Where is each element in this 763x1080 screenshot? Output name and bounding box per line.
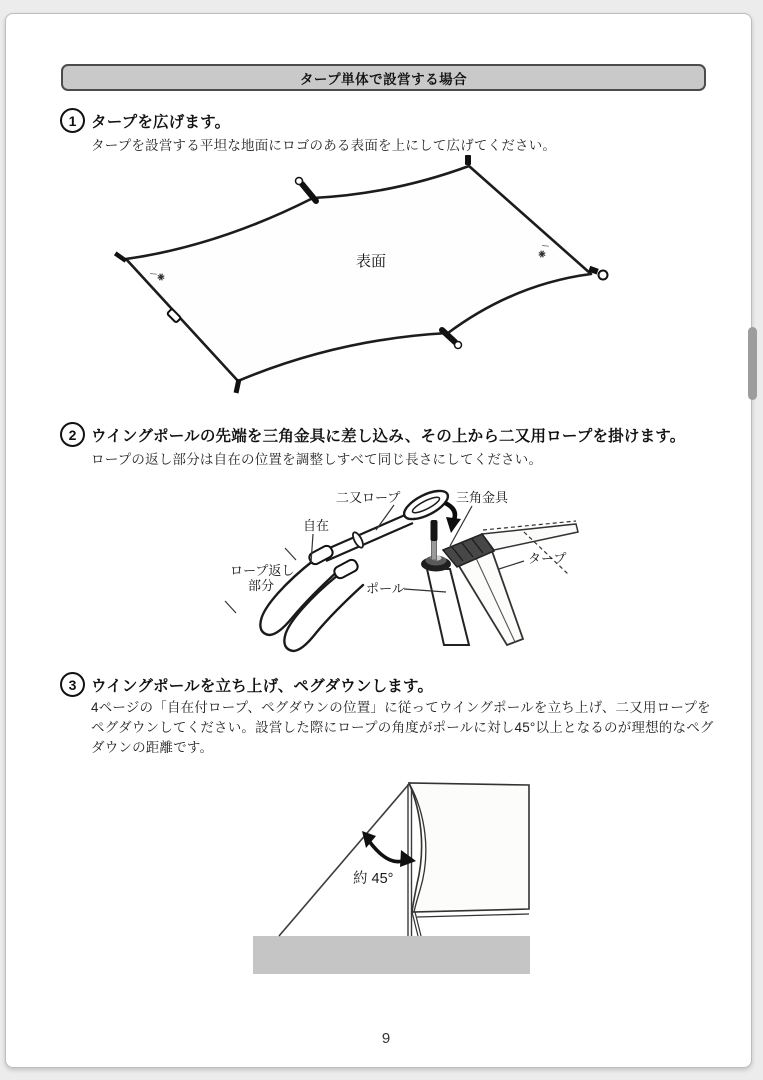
step-2-number: 2 xyxy=(68,426,77,443)
pole-tip xyxy=(421,520,451,572)
manual-page xyxy=(5,13,752,1068)
scrollbar-thumb[interactable] xyxy=(748,327,757,400)
place-loop-arrow-icon xyxy=(445,503,461,533)
corner-tab-topright xyxy=(465,155,471,165)
tarp-outline xyxy=(126,166,591,381)
corner-tab-bottom xyxy=(234,379,242,394)
tarp-lower-band xyxy=(417,914,529,917)
section-banner-label: タープ単体で設営する場合 xyxy=(299,71,468,87)
label-tarp: タープ xyxy=(528,551,567,566)
step-2-title: ウイングポールの先端を三角金具に差し込み、その上から二又用ロープを掛けます。 xyxy=(91,428,686,445)
rope-adjuster xyxy=(333,558,360,580)
step-2-number-badge xyxy=(60,422,85,447)
label-fork-rope: 二又ロープ xyxy=(336,490,401,505)
section-banner xyxy=(61,64,706,91)
raised-tarp xyxy=(409,783,529,912)
label-adjuster: 自在 xyxy=(303,518,330,533)
ground xyxy=(253,936,530,974)
step-3-title: ウイングポールを立ち上げ、ペグダウンします。 xyxy=(91,678,434,695)
step-3-number-badge xyxy=(60,672,85,697)
label-rope-return-2: 部分 xyxy=(248,578,275,593)
wing-pole-body xyxy=(427,569,469,645)
page-number: 9 xyxy=(381,1030,391,1047)
angle-label: 約 45° xyxy=(353,871,394,887)
fork-rope-pole-diagram xyxy=(224,484,594,669)
tarp-surface-label: 表面 xyxy=(355,253,387,270)
step-3-description: 4ページの「自在付ロープ、ペグダウンの位置」に従ってウイングポールを立ち上げ、二又用ロープをペグダウンしてください。設営した際にロープの角度がポールに対し45°以上となるのが理想的なペグダウンの距離です。 xyxy=(91,700,714,755)
label-triangle-fitting: 三角金具 xyxy=(456,490,509,505)
label-rope-return-1: ロープ返し xyxy=(230,563,295,578)
edge-clip-top xyxy=(296,178,317,202)
corner-tab-left xyxy=(114,252,127,263)
label-pole: ポール xyxy=(366,581,405,596)
step-1-number: 1 xyxy=(68,112,77,129)
step-3-number: 3 xyxy=(68,676,77,693)
step-2-description: ロープの返し部分は自在の位置を調整しすべて同じ長さにしてください。 xyxy=(91,452,543,467)
pegdown-angle-diagram xyxy=(251,766,536,986)
tarp-spread-diagram xyxy=(106,154,706,399)
step-1-description: タープを設営する平坦な地面にロゴのある表面を上にして広げてください。 xyxy=(91,138,557,153)
step-1-title: タープを広げます。 xyxy=(91,114,231,131)
tarp-fabric xyxy=(459,551,523,645)
tarp-skirt xyxy=(412,912,421,936)
edge-clip-bottom xyxy=(442,330,462,349)
step-1-number-badge xyxy=(60,108,85,133)
